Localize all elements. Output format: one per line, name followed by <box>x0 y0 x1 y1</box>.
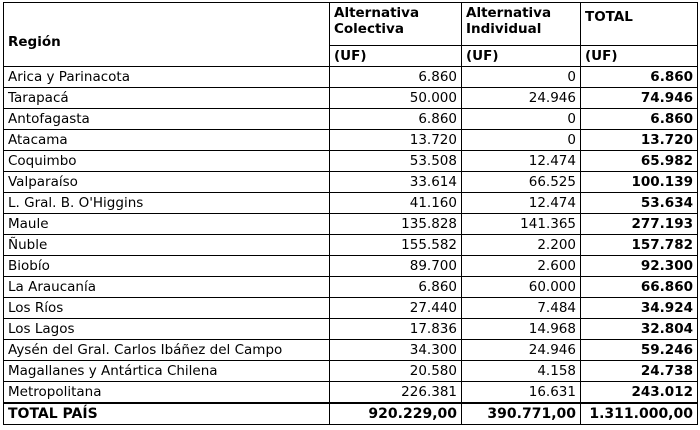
table-row <box>4 88 698 109</box>
table-row <box>4 340 698 361</box>
header-region: Región <box>4 3 330 67</box>
total-cell: 53.634 <box>581 193 698 214</box>
region-cell: Maule <box>4 214 330 235</box>
colectiva-cell: 34.300 <box>330 340 462 361</box>
total-individual: 390.771,00 <box>462 403 581 425</box>
individual-cell: 2.200 <box>462 235 581 256</box>
colectiva-cell: 6.860 <box>330 277 462 298</box>
total-cell: 66.860 <box>581 277 698 298</box>
individual-cell: 4.158 <box>462 361 581 382</box>
table-row <box>4 109 698 130</box>
header-individual: Alternativa Individual <box>462 3 581 46</box>
total-cell: 59.246 <box>581 340 698 361</box>
table-row <box>4 235 698 256</box>
region-cell: Atacama <box>4 130 330 151</box>
total-cell: 24.738 <box>581 361 698 382</box>
total-cell: 277.193 <box>581 214 698 235</box>
individual-cell: 16.631 <box>462 382 581 404</box>
table-row <box>4 298 698 319</box>
header-row <box>4 3 698 46</box>
header-total: TOTAL <box>581 3 698 46</box>
region-cell: Los Ríos <box>4 298 330 319</box>
region-cell: Antofagasta <box>4 109 330 130</box>
region-cell: Ñuble <box>4 235 330 256</box>
table-row <box>4 130 698 151</box>
table-row <box>4 256 698 277</box>
region-cell: Arica y Parinacota <box>4 67 330 88</box>
total-cell: 65.982 <box>581 151 698 172</box>
total-pais-label: TOTAL PAÍS <box>4 403 330 425</box>
colectiva-cell: 226.381 <box>330 382 462 404</box>
total-total: 1.311.000,00 <box>581 403 698 425</box>
colectiva-cell: 6.860 <box>330 67 462 88</box>
individual-cell: 24.946 <box>462 88 581 109</box>
unit-total: (UF) <box>581 46 698 67</box>
table-row <box>4 319 698 340</box>
total-cell: 243.012 <box>581 382 698 404</box>
region-cell: Magallanes y Antártica Chilena <box>4 361 330 382</box>
region-cell: La Araucanía <box>4 277 330 298</box>
region-cell: Coquimbo <box>4 151 330 172</box>
total-cell: 92.300 <box>581 256 698 277</box>
individual-cell: 14.968 <box>462 319 581 340</box>
total-cell: 6.860 <box>581 109 698 130</box>
colectiva-cell: 135.828 <box>330 214 462 235</box>
table-row <box>4 361 698 382</box>
colectiva-cell: 20.580 <box>330 361 462 382</box>
total-colectiva: 920.229,00 <box>330 403 462 425</box>
colectiva-cell: 50.000 <box>330 88 462 109</box>
individual-cell: 0 <box>462 130 581 151</box>
colectiva-cell: 155.582 <box>330 235 462 256</box>
total-cell: 100.139 <box>581 172 698 193</box>
region-cell: Tarapacá <box>4 88 330 109</box>
region-cell: Aysén del Gral. Carlos Ibáñez del Campo <box>4 340 330 361</box>
individual-cell: 141.365 <box>462 214 581 235</box>
total-cell: 157.782 <box>581 235 698 256</box>
individual-cell: 0 <box>462 67 581 88</box>
colectiva-cell: 13.720 <box>330 130 462 151</box>
region-budget-table <box>3 2 698 425</box>
colectiva-cell: 89.700 <box>330 256 462 277</box>
region-cell: Metropolitana <box>4 382 330 404</box>
total-cell: 34.924 <box>581 298 698 319</box>
table-body <box>4 67 698 404</box>
unit-colectiva: (UF) <box>330 46 462 67</box>
table-row <box>4 277 698 298</box>
region-cell: Biobío <box>4 256 330 277</box>
colectiva-cell: 53.508 <box>330 151 462 172</box>
total-cell: 32.804 <box>581 319 698 340</box>
colectiva-cell: 41.160 <box>330 193 462 214</box>
individual-cell: 66.525 <box>462 172 581 193</box>
colectiva-cell: 17.836 <box>330 319 462 340</box>
region-cell: L. Gral. B. O'Higgins <box>4 193 330 214</box>
individual-cell: 60.000 <box>462 277 581 298</box>
region-cell: Los Lagos <box>4 319 330 340</box>
table-row <box>4 382 698 404</box>
total-pais-row <box>4 403 698 425</box>
individual-cell: 12.474 <box>462 193 581 214</box>
total-cell: 74.946 <box>581 88 698 109</box>
individual-cell: 2.600 <box>462 256 581 277</box>
table-row <box>4 193 698 214</box>
table-row <box>4 172 698 193</box>
individual-cell: 0 <box>462 109 581 130</box>
individual-cell: 24.946 <box>462 340 581 361</box>
table-row <box>4 67 698 88</box>
unit-individual: (UF) <box>462 46 581 67</box>
table-row <box>4 151 698 172</box>
colectiva-cell: 6.860 <box>330 109 462 130</box>
table-row <box>4 214 698 235</box>
colectiva-cell: 33.614 <box>330 172 462 193</box>
total-cell: 6.860 <box>581 67 698 88</box>
individual-cell: 12.474 <box>462 151 581 172</box>
region-cell: Valparaíso <box>4 172 330 193</box>
total-cell: 13.720 <box>581 130 698 151</box>
colectiva-cell: 27.440 <box>330 298 462 319</box>
individual-cell: 7.484 <box>462 298 581 319</box>
header-colectiva: Alternativa Colectiva <box>330 3 462 46</box>
